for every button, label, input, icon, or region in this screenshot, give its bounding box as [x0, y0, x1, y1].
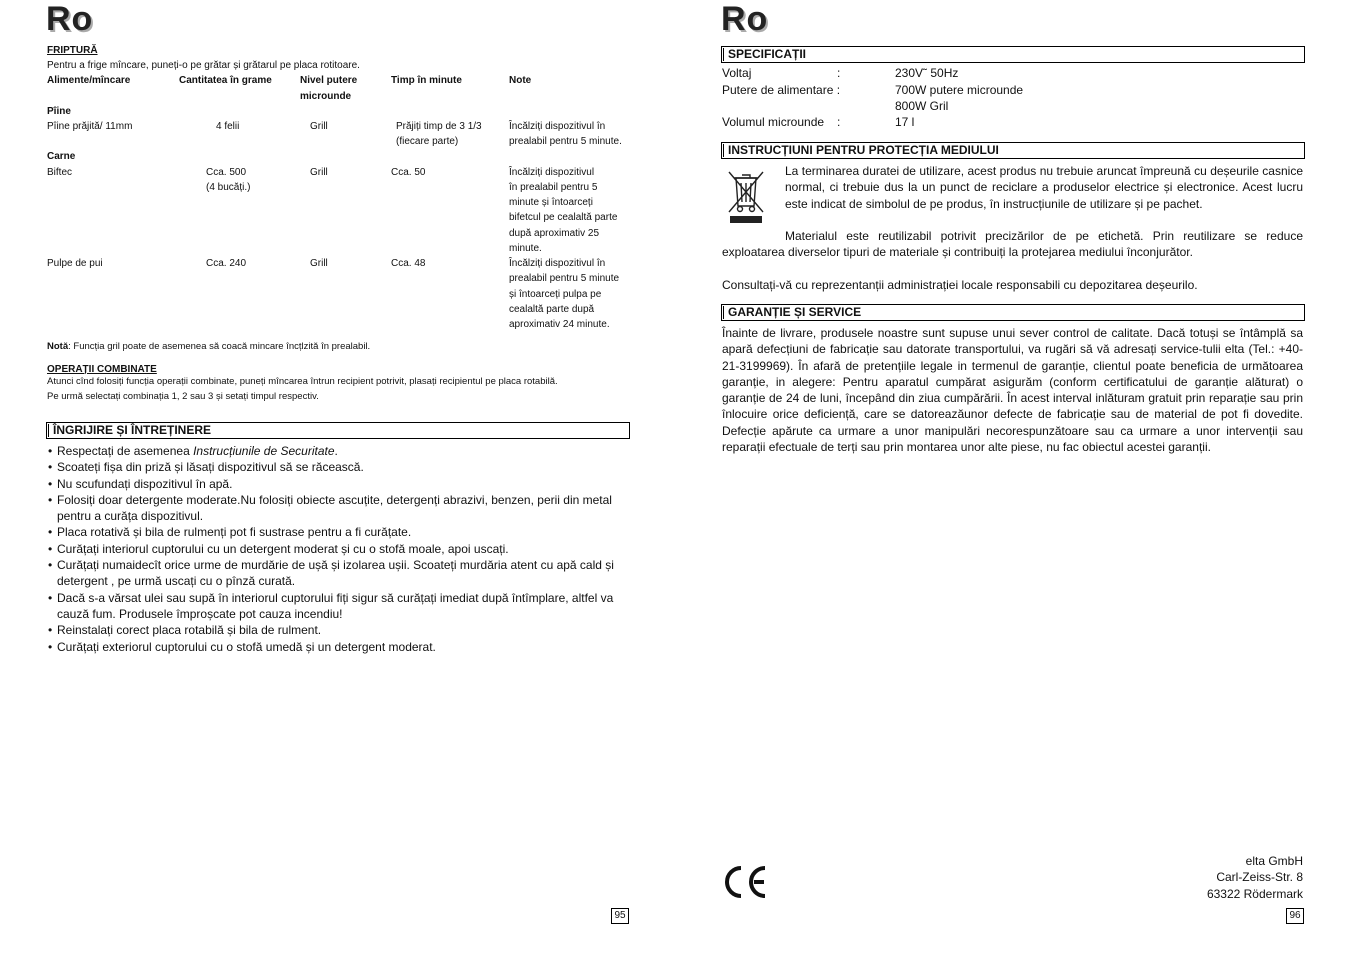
- row3-food: Pulpe de pui: [47, 258, 103, 269]
- col-header-level: Nivel putere: [300, 75, 358, 86]
- warranty-section-header: GARANȚIE ȘI SERVICE: [721, 304, 1305, 321]
- row1-note-2: prealabil pentru 5 minute.: [509, 136, 622, 147]
- fripture-intro: Pentru a frige mîncare, puneți-o pe grătar și grătarul pe placa rotitoare.: [47, 60, 360, 71]
- weee-bin-icon: [724, 166, 768, 226]
- col-header-time: Timp în minute: [391, 75, 462, 86]
- combined-line-2: Pe urmă selectați combinația 1, 2 sau 3 și setați timpul respectiv.: [47, 391, 319, 402]
- row3-time: Cca. 48: [391, 258, 426, 269]
- row1-level: Grill: [310, 121, 328, 132]
- language-label-left: Ro: [46, 0, 94, 38]
- env-section-header: INSTRUCȚIUNI PENTRU PROTECȚIA MEDIULUI: [721, 142, 1305, 159]
- grill-note-text: : Funcția gril poate de asemenea să coacă mincare încțlzită în prealabil.: [68, 341, 371, 352]
- row2-qty-1: Cca. 500: [206, 167, 247, 178]
- spec-voltaj-label: Voltaj: [722, 66, 752, 80]
- address-company: elta GmbH: [1245, 854, 1303, 868]
- ce-mark-icon: [721, 864, 769, 900]
- grill-note: [47, 339, 370, 354]
- care-item-1-c: .: [334, 444, 338, 458]
- spec-putere-value-1: 700W putere microunde: [895, 83, 1024, 97]
- combined-title: OPERAȚII COMBINATE: [47, 364, 157, 375]
- row3-note-4: cealaltă parte după: [509, 304, 595, 315]
- col-header-food: Alimente/mîncare: [47, 75, 131, 86]
- row3-note-1: Încălziți dispozitivul în: [509, 258, 606, 269]
- spec-section-header: SPECIFICAȚII: [721, 46, 1305, 63]
- row1-time-1: Prăjiți timp de 3 1/3: [396, 121, 482, 132]
- row2-food: Biftec: [47, 167, 73, 178]
- spec-voltaj-value: 230V˜ 50Hz: [895, 66, 959, 80]
- env-paragraph-2: Materialul este reutilizabil potrivit precizărilor de pe etichetă. Prin reutilizare se reduce exploatarea diverselor tipuri de materiale și contribuiți la protejarea mediului înconjurător.: [722, 229, 1303, 260]
- care-item: • Curățați exteriorul cuptorului cu o stofă umedă și un detergent moderat.: [47, 639, 627, 655]
- col-header-level-2: microunde: [300, 91, 352, 102]
- spec-putere-label: Putere de alimentare :: [722, 83, 841, 97]
- care-item: • Curățați numaidecît orice urme de murdărie de ușă și izolarea ușii. Scoateți murdăria atent cu apă cald și detergent , pe urmă uscați cu o pînză curată.: [47, 557, 627, 590]
- care-item-1-a: Respectați de asemenea: [57, 444, 194, 458]
- warranty-text: Înainte de livrare, produsele noastre sunt supuse unui sever control de calitate. Dacă totuși se întâmplă sa apară defecțiuni de fabricație sau datorate transportului, va rugări să vă adresați service-tulii elta (Tel.: +40-21-3199969). În afară de pretențiile legale in termenul de garanție, clientul poate beneficia de următoarea garanție, in alegere: Pentru aparatul cumpărat asigurăm (conform certificatului de garanție alăturat) o garanție de 24 de luni, începând din ziua cumpărării. În acest interval inlăturam gratuit prin reparație sau prin înlocuire orice deficiență, care se datoreazăunor defecte de fabricație sau de material de pot fi dovedite. Defecție apărute ca urmare a unor manipulări necorespunzătoare sau ca urmare a unor intervenții sau reparații efectuale de terți sau prin montarea unor alte piese, nu fac obiectul acestei garanții.: [722, 326, 1303, 455]
- fripture-title: FRIPTURĂ: [47, 45, 98, 56]
- row2-note-2: în prealabil pentru 5: [509, 182, 598, 193]
- row3-note-2: prealabil pentru 5 minute: [509, 273, 620, 284]
- care-item: • Nu scufundați dispozitivul în apă.: [47, 476, 627, 492]
- group-paine: Pîine: [47, 106, 71, 117]
- row2-level: Grill: [310, 167, 328, 178]
- row2-note-4: bifetcul pe cealaltă parte: [509, 212, 618, 223]
- care-section-header: ÎNGRIJIRE ȘI ÎNTREȚINERE: [46, 422, 630, 439]
- grill-note-label: Notă: [47, 341, 69, 352]
- care-item: • Curățați interiorul cuptorului cu un detergent moderat și cu o stofă moale, apoi uscați.: [47, 541, 627, 557]
- row2-note-6: minute.: [509, 243, 542, 254]
- combined-line-1: Atunci cînd folosiți funcția operații combinate, puneți mîncarea întrun recipient potrivit, plasați recipientul pe placa rotabilă.: [47, 376, 558, 387]
- row3-note-3: și întoarceți pulpa pe: [509, 289, 602, 300]
- row3-qty: Cca. 240: [206, 258, 247, 269]
- row3-level: Grill: [310, 258, 328, 269]
- row2-note-3: minute și întoarceți: [509, 197, 593, 208]
- row3-note-5: aproximativ 24 minute.: [509, 319, 610, 330]
- spec-volum-label: Volumul microunde: [722, 115, 825, 129]
- row1-qty: 4 felii: [216, 121, 240, 132]
- row2-note-1: Încălziți dispozitivul: [509, 167, 595, 178]
- row2-note-5: după aproximativ 25: [509, 228, 600, 239]
- page-number-right: 96: [1286, 908, 1304, 924]
- row2-time: Cca. 50: [391, 167, 426, 178]
- row1-time-2: (fiecare parte): [396, 136, 459, 147]
- spec-putere-value-2: 800W Gril: [895, 99, 949, 113]
- address-city: 63322 Rödermark: [1206, 886, 1303, 901]
- address-street: Carl-Zeiss-Str. 8: [1216, 870, 1303, 885]
- manufacturer-address: [1207, 853, 1303, 902]
- care-item: • Placa rotativă și bila de rulmenți pot fi sustrase pentru a fi curățate.: [47, 524, 627, 540]
- env-paragraph-3: Consultați-vă cu reprezentanții administrației locale responsabili cu depozitarea deșeurilo.: [722, 278, 1198, 292]
- care-item: [47, 443, 627, 459]
- row2-qty-2: (4 bucăți.): [206, 182, 251, 193]
- spec-colon: :: [837, 115, 841, 129]
- env-paragraph-1: La terminarea duratei de utilizare, acest produs nu trebuie aruncat împreună cu deșeurile casnice normal, ci trebuie dus la un punct de reciclare a produselor electrice și electronice. Acest lucru este indicat de simbolul de pe produs, în instrucțiunile de utilizare și pe pachet.: [785, 164, 1303, 211]
- spec-colon: :: [837, 66, 841, 80]
- care-item-1-link: Instrucțiunile de Securitate: [193, 444, 335, 458]
- care-list: [47, 443, 627, 655]
- care-item: • Reinstalați corect placa rotabilă și bila de rulment.: [47, 622, 627, 638]
- care-item: • Folosiți doar detergente moderate.Nu folosiți obiecte ascuțite, detergenți abrazivi, benzen, perii din metal pentru a curăța dispozitivul.: [47, 492, 627, 525]
- page-number-left: 95: [611, 908, 629, 924]
- care-item: • Dacă s-a vărsat ulei sau supă în interiorul cuptorului fiți sigur să curățați imediat după întîmplare, altfel va cauză fum. Produsele împroșcate pot cauza incendiu!: [47, 590, 627, 623]
- language-label-right: Ro: [721, 0, 769, 38]
- col-header-note: Note: [509, 75, 532, 86]
- row1-note-1: Încălziți dispozitivul în: [509, 121, 606, 132]
- col-header-qty: Cantitatea în grame: [179, 75, 272, 86]
- care-item: • Scoateți fișa din priză și lăsați dispozitivul să se răcească.: [47, 459, 627, 475]
- group-carne: Carne: [47, 151, 76, 162]
- spec-volum-value: 17 l: [895, 115, 915, 129]
- row1-food: Pîine prăjită/ 11mm: [47, 121, 133, 132]
